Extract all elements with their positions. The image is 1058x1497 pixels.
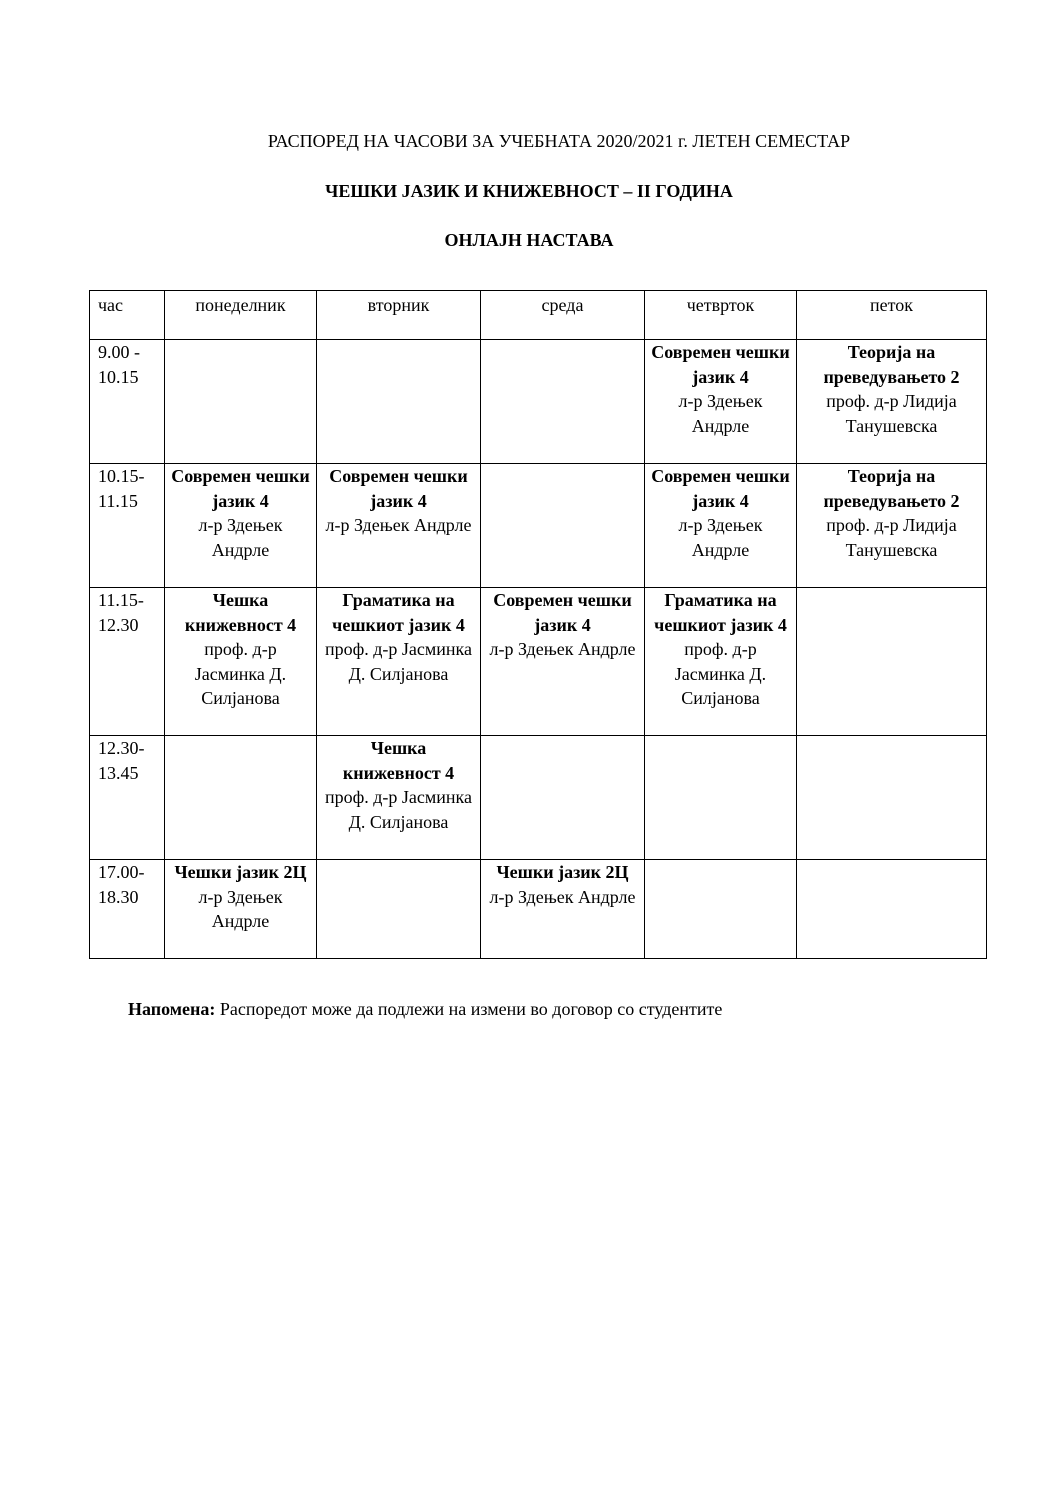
teacher-name: проф. д-р Лидија Танушевска — [826, 391, 957, 436]
schedule-cell — [481, 588, 645, 736]
teacher-name: проф. д-р Јасминка Д. Силјанова — [324, 787, 473, 832]
schedule-cell — [645, 464, 797, 588]
subject-name: Теорија на преведувањето 2 — [823, 466, 960, 511]
schedule-cell — [645, 588, 797, 736]
schedule-table — [89, 290, 987, 959]
subject-name: Чешки јазик 2Ц — [496, 862, 629, 882]
time-slot: 17.00-18.30 — [90, 860, 165, 959]
schedule-cell — [481, 860, 645, 959]
table-row — [90, 860, 987, 959]
subject-name: Современ чешки јазик 4 — [651, 342, 790, 387]
schedule-cell — [165, 860, 317, 959]
header-tuesday: вторник — [317, 291, 481, 340]
subject-name: Современ чешки јазик 4 — [651, 466, 790, 511]
subject-name: Граматика на чешкиот јазик 4 — [332, 590, 465, 635]
schedule-cell — [481, 736, 645, 860]
header-monday: понеделник — [165, 291, 317, 340]
time-slot: 12.30-13.45 — [90, 736, 165, 860]
teacher-name: л-р Здењек Андрле — [678, 515, 763, 560]
schedule-cell — [317, 860, 481, 959]
schedule-cell — [797, 736, 987, 860]
subject-name: Чешка книжевност 4 — [342, 738, 455, 783]
subject-name: Граматика на чешкиот јазик 4 — [654, 590, 787, 635]
program-title: ЧЕШКИ ЈАЗИК И КНИЖЕВНОСТ – II ГОДИНА — [325, 181, 733, 201]
table-row — [90, 588, 987, 736]
note-label: Напомена: — [128, 999, 216, 1019]
schedule-cell — [481, 340, 645, 464]
schedule-cell — [165, 340, 317, 464]
teacher-name: проф. д-р Лидија Танушевска — [826, 515, 957, 560]
table-row — [90, 464, 987, 588]
subject-name: Современ чешки јазик 4 — [493, 590, 632, 635]
schedule-cell — [645, 736, 797, 860]
note-text: Распоредот може да подлежи на измени во договор со студентите — [215, 999, 723, 1019]
subject-name: Современ чешки јазик 4 — [329, 466, 468, 511]
teacher-name: л-р Здењек Андрле — [678, 391, 763, 436]
schedule-cell — [317, 736, 481, 860]
document-title: РАСПОРЕД НА ЧАСОВИ ЗА УЧЕБНАТА 2020/2021 г. ЛЕТЕН СЕМЕСТАР — [267, 131, 851, 151]
teacher-name: л-р Здењек Андрле — [489, 886, 636, 907]
schedule-cell — [317, 464, 481, 588]
teacher-name: проф. д-р Јасминка Д. Силјанова — [194, 639, 287, 708]
header-thursday: четврток — [645, 291, 797, 340]
teacher-name: л-р Здењек Андрле — [489, 639, 636, 659]
schedule-cell — [797, 588, 987, 736]
schedule-cell — [797, 340, 987, 464]
subject-name: Современ чешки јазик 4 — [171, 466, 310, 511]
header-row — [90, 291, 987, 340]
teacher-name: проф. д-р Јасминка Д. Силјанова — [674, 639, 767, 708]
subject-name: Теорија на преведувањето 2 — [823, 342, 960, 387]
header-wednesday: среда — [481, 291, 645, 340]
header-time: час — [90, 291, 165, 340]
schedule-cell — [165, 464, 317, 588]
schedule-cell — [317, 588, 481, 736]
table-row — [90, 736, 987, 860]
schedule-cell — [481, 464, 645, 588]
schedule-cell — [317, 340, 481, 464]
subject-name: Чешка книжевност 4 — [184, 590, 297, 635]
time-slot: 9.00 - 10.15 — [90, 340, 165, 464]
schedule-cell — [165, 588, 317, 736]
subject-name: Чешки јазик 2Ц — [174, 862, 307, 882]
schedule-cell — [165, 736, 317, 860]
time-slot: 10.15-11.15 — [90, 464, 165, 588]
time-slot: 11.15-12.30 — [90, 588, 165, 736]
schedule-cell — [797, 860, 987, 959]
teacher-name: л-р Здењек Андрле — [198, 515, 283, 560]
teacher-name: л-р Здењек Андрле — [325, 515, 472, 535]
schedule-cell — [645, 860, 797, 959]
schedule-cell — [797, 464, 987, 588]
table-row — [90, 340, 987, 464]
teacher-name: л-р Здењек Андрле — [198, 886, 283, 931]
schedule-cell — [645, 340, 797, 464]
teacher-name: проф. д-р Јасминка Д. Силјанова — [324, 639, 473, 684]
note — [128, 998, 722, 1020]
mode-title: ОНЛАЈН НАСТАВА — [444, 230, 614, 250]
header-friday: петок — [797, 291, 987, 340]
